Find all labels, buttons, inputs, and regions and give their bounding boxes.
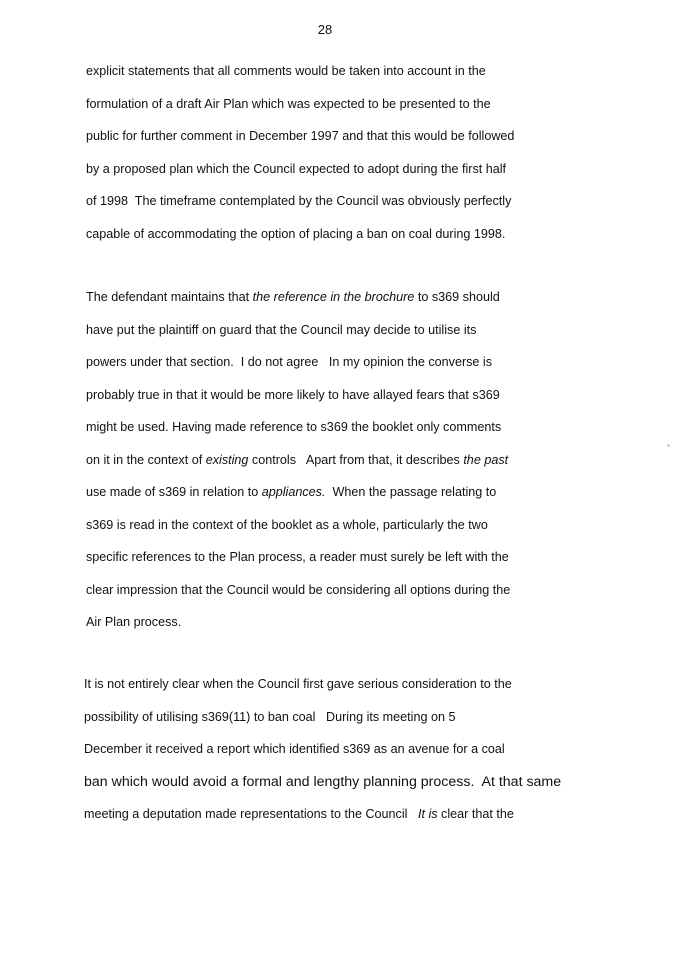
text-line: by a proposed plan which the Council expected to adopt during the first half [86,161,507,176]
text-line: powers under that section. I do not agree In my opinion the converse is [86,355,493,369]
paragraph-3 [84,676,564,839]
text-line: ban which would avoid a formal and lengthy planning process. At that same [84,773,562,790]
text-line: of 1998 The timeframe contemplated by the Council was obviously perfectly [86,194,512,208]
text-line: meeting a deputation made representations to the Council It is clear that the [84,807,514,821]
text-line: It is not entirely clear when the Council first gave serious consideration to the [84,677,512,691]
text-line: have put the plaintiff on guard that the Council may decide to utilise its [86,322,477,337]
text-line: formulation of a draft Air Plan which was expected to be presented to the [86,96,491,111]
text-line: might be used. Having made reference to s369 the booklet only comments [86,420,502,434]
paragraph-2 [86,289,566,647]
text-line: public for further comment in December 1997 and that this would be followed [86,129,515,143]
text-line: probably true in that it would be more likely to have allayed fears that s369 [86,387,500,402]
text-line: December it received a report which identified s369 as an avenue for a coal [84,742,505,756]
text-line: on it in the context of existing controls Apart from that, it describes the past [86,452,509,467]
text-line: possibility of utilising s369(11) to ban coal During its meeting on 5 [84,709,456,724]
page-number: 28 [317,22,333,37]
scan-speck [667,444,670,447]
text-line: s369 is read in the context of the booklet as a whole, particularly the two [86,517,488,532]
emphasis-text: the reference in the brochure [252,290,415,304]
text-line: explicit statements that all comments would be taken into account in the [86,64,486,78]
text-line: specific references to the Plan process, a reader must surely be left with the [86,550,509,564]
emphasis-text: existing [205,452,249,467]
emphasis-text: It is [417,807,438,821]
text-line: Air Plan process. [86,615,182,629]
emphasis-text: the past [463,452,509,467]
emphasis-text: appliances. [261,485,326,499]
text-line: clear impression that the Council would be considering all options during the [86,582,511,597]
text-line: use made of s369 in relation to appliances. When the passage relating to [86,485,497,499]
text-line: The defendant maintains that the reference in the brochure to s369 should [86,290,500,304]
text-line: capable of accommodating the option of placing a ban on coal during 1998. [86,226,506,241]
paragraph-1 [86,63,566,258]
